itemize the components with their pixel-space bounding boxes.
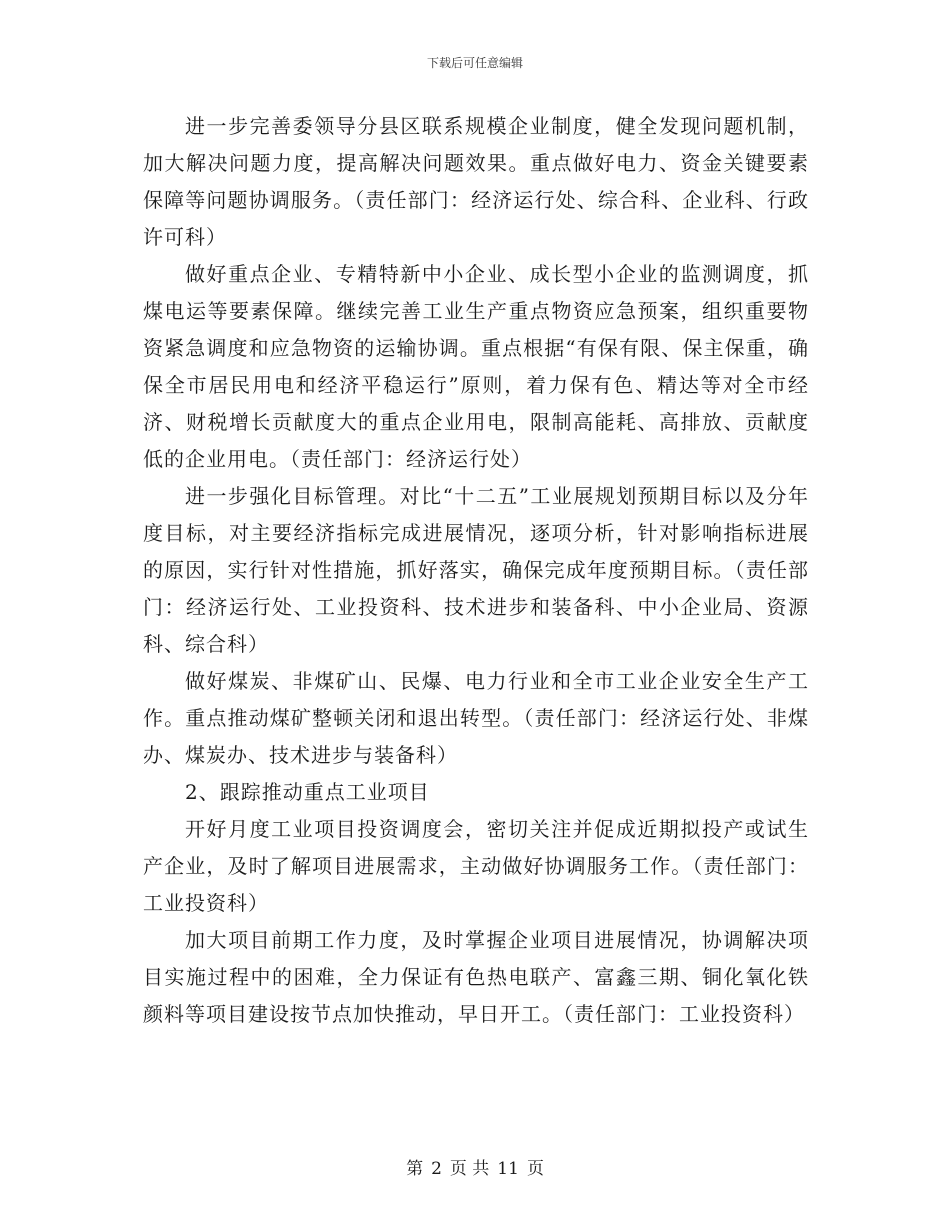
paragraph-6: 加大项目前期工作力度，及时掌握企业项目进展情况，协调解决项目实施过程中的困难，全力保证有色热电联产、富鑫三期、铜化氧化铁颜料等项目建设按节点加快推动，早日开工。（责任部门：工业投资科） [143,928,809,1026]
page-mid: 页 共 [449,1159,490,1179]
page-suffix: 页 [526,1159,544,1179]
paragraph-3: 进一步强化目标管理。对比“十二五”工业展规划预期目标以及分年度目标，对主要经济指标完成进展情况，逐项分析，针对影响指标进展的原因，实行针对性措施，抓好落实，确保完成年度预期目标。（责任部门：经济运行处、工业投资科、技术进步和装备科、中小企业局、资源科、综合科） [143,484,809,656]
document-body [143,108,809,1033]
section-heading: 2、跟踪推动重点工业项目 [185,780,430,804]
header-note: 下载后可任意编辑 [426,56,523,70]
paragraph-5: 开好月度工业项目投资调度会，密切关注并促成近期拟投产或试生产企业，及时了解项目进展需求，主动做好协调服务工作。（责任部门：工业投资科） [143,817,809,915]
page-footer [0,1154,950,1179]
page-number: 2 [431,1159,442,1179]
page-prefix: 第 [406,1159,424,1179]
paragraph-2: 做好重点企业、专精特新中小企业、成长型小企业的监测调度，抓煤电运等要素保障。继续完善工业生产重点物资应急预案，组织重要物资紧急调度和应急物资的运输协调。重点根据“有保有限、保主保重，确保全市居民用电和经济平稳运行”原则，着力保有色、精达等对全市经济、财税增长贡献度大的重点企业用电，限制高能耗、高排放、贡献度低的企业用电。（责任部门：经济运行处） [143,262,809,471]
paragraph-4: 做好煤炭、非煤矿山、民爆、电力行业和全市工业企业安全生产工作。重点推动煤矿整顿关闭和退出转型。（责任部门：经济运行处、非煤办、煤炭办、技术进步与装备科） [143,669,809,767]
total-pages: 11 [497,1159,519,1179]
paragraph-1: 进一步完善委领导分县区联系规模企业制度，健全发现问题机制，加大解决问题力度，提高解决问题效果。重点做好电力、资金关键要素保障等问题协调服务。（责任部门：经济运行处、综合科、企业科、行政许可科） [143,114,809,249]
